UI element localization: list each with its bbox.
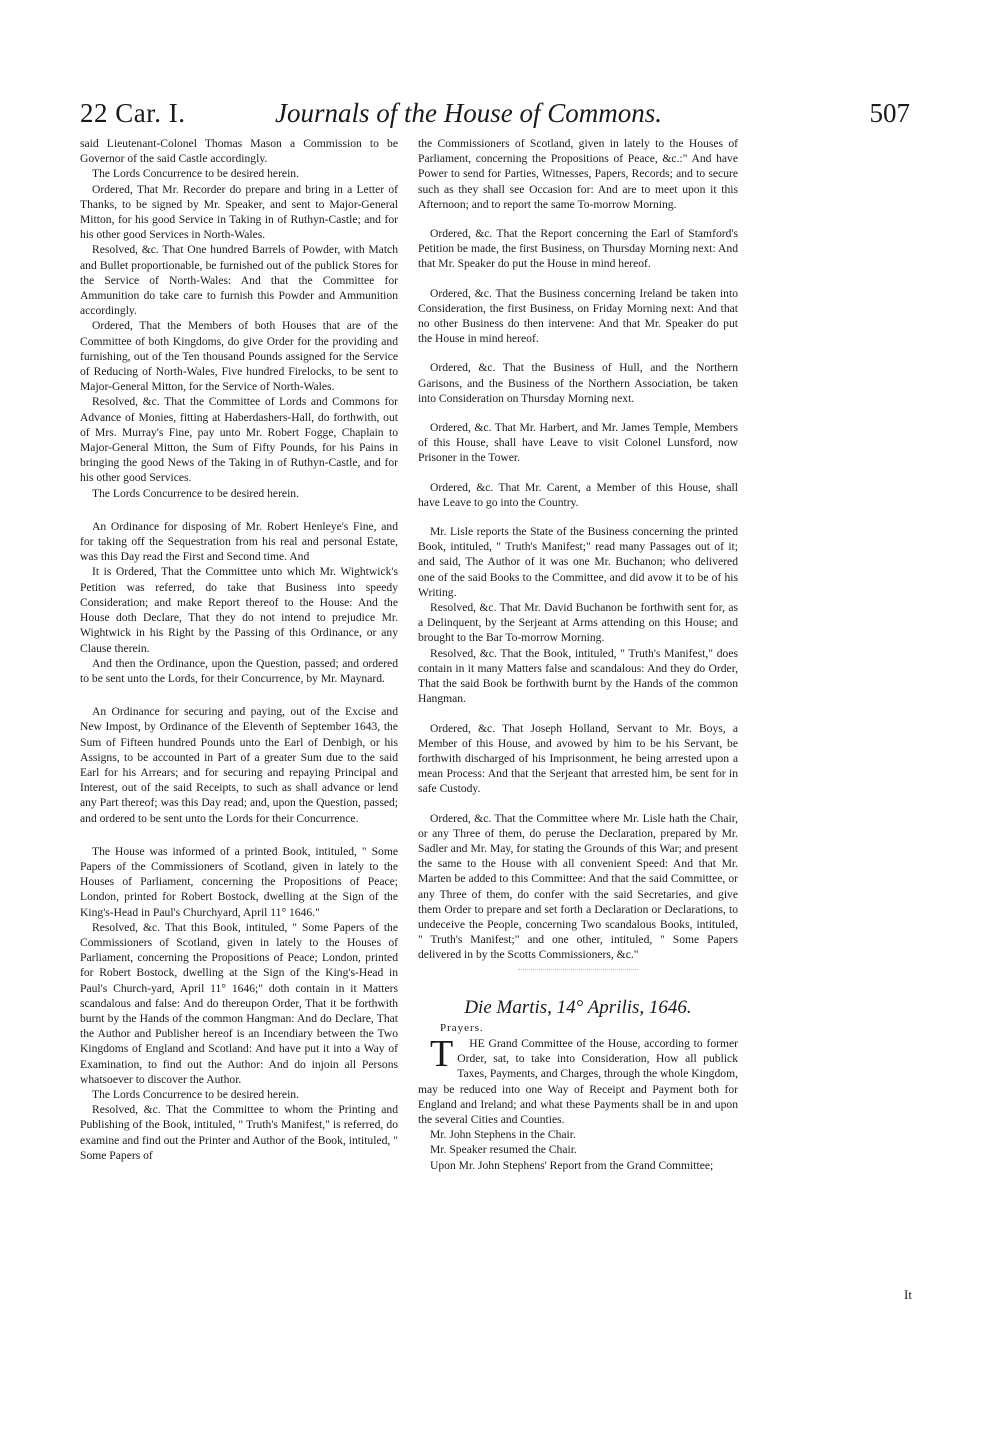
right-column: [418, 136, 738, 1173]
left-column: [80, 136, 398, 1163]
catchword: It: [904, 1287, 912, 1302]
paragraph: Ordered, That Mr. Recorder do prepare and bring in a Letter of Thanks, to be signed by Mr. Speaker, and sent to Major-General Mitton, for his good Service in Taking in of Ruthyn-Castle; and for his other good Services in North-Wales.: [80, 182, 398, 242]
paragraph: Ordered, &c. That the Business of Hull, and the Northern Garisons, and the Business of the Northern Association, be taken into Consideration on Thursday Morning next.: [418, 361, 738, 405]
journal-title: Journals of the House of Commons.: [275, 98, 662, 128]
paragraph: Resolved, &c. That the Book, intituled, " Truth's Manifest," does contain in it many Matters false and scandalous: And they do Order, That the said Book be forthwith burnt by the Hands of the common Hangman.: [418, 646, 738, 706]
paragraph: Ordered, &c. That Joseph Holland, Servant to Mr. Boys, a Member of this House, and avowed by him to be his Servant, be forthwith discharged of his Imprisonment, he being arrested upon a mean Process: And that the Serjeant that arrested him, be sent for in safe Custody.: [418, 721, 738, 796]
day-heading: Die Martis, 14° Aprilis, 1646.: [464, 996, 692, 1018]
paragraph: Ordered, That the Members of both Houses that are of the Committee of both Kingdoms, do give Order for the providing and furnishing, out of the Ten thousand Pounds assigned for the Service of Reducing of North-Wales, Five hundred Firelocks, to be sent to Major-General Mitton, for the Service of North-Wales.: [80, 319, 398, 394]
paragraph: Resolved, &c. That Mr. David Buchanon be forthwith sent for, as a Delinquent, by the Serjeant at Arms attending on this House; and brought to the Bar To-morrow Morning.: [418, 601, 738, 645]
paragraph: Upon Mr. John Stephens' Report from the Grand Committee;: [430, 1158, 714, 1172]
paragraph: And then the Ordinance, upon the Question, passed; and ordered to be sent unto the Lords, for their Concurrence, by Mr. Maynard.: [80, 656, 398, 685]
regnal-year: 22 Car. I.: [80, 98, 186, 128]
paragraph: The House was informed of a printed Book, intituled, " Some Papers of the Commissioners of Scotland, given in lately to the Houses of Parliament, concerning the Propositions of Peace; London, printed for Robert Bostock, dwelling at the Sign of the King's-Head in Paul's Churchyard, April 11° 1646.": [80, 844, 398, 919]
paragraph: The Lords Concurrence to be desired herein.: [92, 1087, 299, 1101]
paragraph: Ordered, &c. That the Business concerning Ireland be taken into Consideration, the first Business, on Friday Morning next: And that no other Business do then intervene: And that Mr. Speaker do put the House in mind hereof.: [418, 286, 738, 346]
drop-cap: T: [430, 1032, 454, 1075]
paragraph: Mr. John Stephens in the Chair.: [430, 1128, 576, 1142]
paragraph: The Lords Concurrence to be desired herein.: [92, 486, 299, 500]
paragraph: Ordered, &c. That Mr. Harbert, and Mr. James Temple, Members of this House, shall have Leave to visit Colonel Lunsford, now Prisoner in the Tower.: [418, 421, 738, 465]
prayers-label: Prayers.: [440, 1021, 484, 1034]
paragraph: Mr. Lisle reports the State of the Business concerning the printed Book, intituled, " Truth's Manifest;" read many Passages out of it; and said, The Author of it was one Mr. Buchanon; who delivered one of the said Books to the Committee, and did avow it to be of his Writing.: [418, 525, 738, 599]
page-number: 507: [869, 98, 910, 128]
paragraph: Ordered, &c. That the Committee where Mr. Lisle hath the Chair, or any Three of them, do peruse the Declaration, prepared by Mr. Sadler and Mr. May, for stating the Grounds of this War; and present the same to the House with all convenient Speed: And that Mr. Marten be added to this Committee: And that the said Committee, or any Three of them, do confer with the said Secretaries, and give them Order to prepare and set forth a Declaration or Declarations, to undeceive the People, concerning Two scandalous Books, intituled, " Truth's Manifest;" and one other, intituled, " Some Papers delivered in by the Scotts Commissioners, &c.": [418, 811, 738, 962]
paragraph: Mr. Speaker resumed the Chair.: [430, 1143, 577, 1157]
paragraph: said Lieutenant-Colonel Thomas Mason a Commission to be Governor of the said Castle accordingly.: [80, 137, 398, 166]
paragraph: Ordered, &c. That Mr. Carent, a Member of this House, shall have Leave to go into the Country.: [418, 480, 738, 509]
paragraph: Ordered, &c. That the Report concerning the Earl of Stamford's Petition be made, the first Business, on Thursday Morning next: And that Mr. Speaker do put the House in mind hereof.: [418, 227, 738, 271]
paragraph: Resolved, &c. That this Book, intituled, " Some Papers of the Commissioners of Scotland, given in lately to the Houses of Parliament, concerning the Propositions of Peace; London, printed for Robert Bostock, dwelling at the Sign of the King's-Head in Paul's Church-yard, April 11° 1646;" doth contain in it Matters scandalous and false: And do thereupon Order, That it be forthwith burnt by the Hands of the common Hangman: And do Declare, That the Author and Publisher hereof is an Incendiary between the Two Kingdoms of England and Scotland: And have put it into a Way of Examination, to find out the Author: And do injoin all Persons whatsoever to discover the Author.: [80, 920, 398, 1086]
paragraph: Resolved, &c. That the Committee of Lords and Commons for Advance of Monies, fitting at Haberdashers-Hall, do forthwith, out of Mrs. Murray's Fine, pay unto Mr. Robert Fogge, Chaplain to Major-General Mitton, the Sum of Fifty Pounds, for his Pains in bringing the good News of the Taking in of Ruthyn-Castle, and for his other good Services.: [80, 395, 398, 485]
paragraph: [418, 1032, 738, 1127]
paragraph: An Ordinance for disposing of Mr. Robert Henleye's Fine, and for taking off the Sequestration from his real and personal Estate, was this Day read the First and Second time. And: [80, 519, 398, 564]
paragraph: An Ordinance for securing and paying, out of the Excise and New Impost, by Ordinance of the Eleventh of September 1643, the Sum of Fifteen hundred Pounds unto the Earl of Denbigh, or his Assigns, to be accounted in Part of a greater Sum due to the said Earl for his Arrears; and for securing and repaying Principal and Interest, out of the said Receipts, to such as shall advance or lend any Part thereof; was this Day read; and, upon the Question, passed; and ordered to be sent unto the Lords for their Concurrence.: [80, 705, 398, 825]
section-rule: [518, 969, 638, 970]
paragraph: Resolved, &c. That One hundred Barrels of Powder, with Match and Bullet proportionable, be furnished out of the publick Stores for the Service of North-Wales: And that the Committee for Ammunition do take care to furnish this Powder and Ammunition accordingly.: [80, 243, 398, 318]
paragraph: Resolved, &c. That the Committee to whom the Printing and Publishing of the Book, intituled, " Truth's Manifest," is referred, do examine and find out the Printer and Author of the Book, intituled, " Some Papers of: [80, 1103, 398, 1162]
paragraph: the Commissioners of Scotland, given in lately to the Houses of Parliament, concerning the Propositions of Peace, &c.:" And have Power to send for Parties, Witnesses, Papers, Records; and to secure such as they shall see Occasion for: And are to meet upon it this Afternoon; and to report the same To-morrow Morning.: [418, 137, 738, 211]
page-header: [80, 98, 910, 134]
paragraph-text: HE Grand Committee of the House, according to former Order, sat, to take into Consideration, How all publick Taxes, Payments, and Charges, through the whole Kingdom, may be reduced into one Way of Receipt and Payment both for England and Ireland; and what these Payments shall be in and upon the several Cities and Counties.: [418, 1036, 738, 1126]
paragraph: It is Ordered, That the Committee unto which Mr. Wightwick's Petition was referred, do take that Business into speedy Consideration; and make Report thereof to the House: And the House doth Declare, That they do not intend to prejudice Mr. Wightwick in his Right by the Passing of this Ordinance, or any Clause therein.: [80, 565, 398, 655]
paragraph: The Lords Concurrence to be desired herein.: [92, 167, 299, 181]
